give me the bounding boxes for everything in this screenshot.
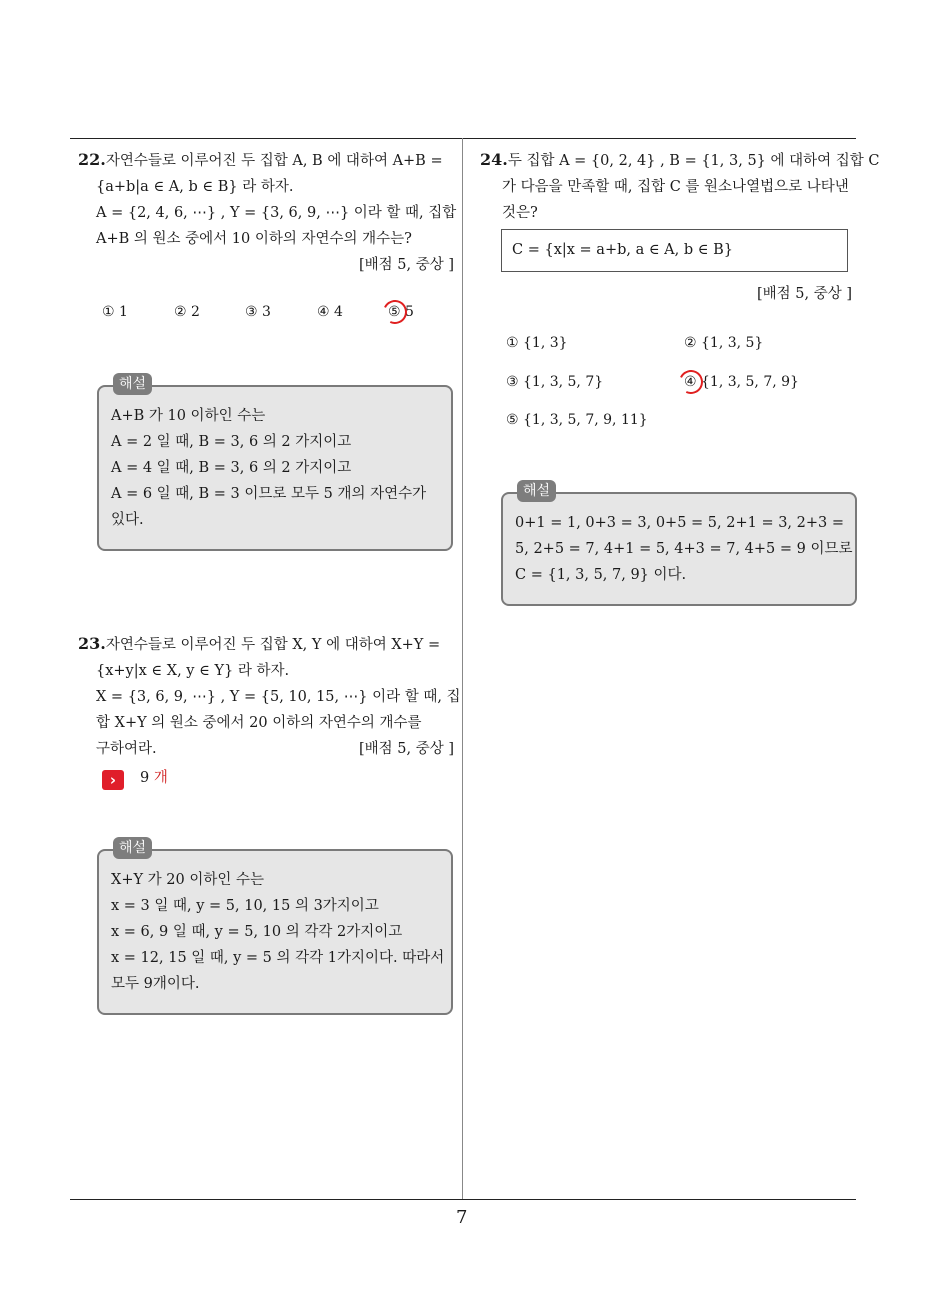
q24-explanation-box [501,492,857,606]
q23-exp-5: 모두 9개이다. [111,976,200,992]
q23-exp-3: x = 6, 9 일 때, y = 5, 10 의 각각 2가지이고 [111,924,403,940]
q24-explanation-tag: 해설 [517,480,556,502]
q22-exp-4: A = 6 일 때, B = 3 이므로 모두 5 개의 자연수가 [111,486,427,502]
q22-line-4: A+B 의 원소 중에서 10 이하의 자연수의 개수는? [96,231,412,247]
q23-exp-1: X+Y 가 20 이하인 수는 [111,872,264,888]
q23-number: 23. [78,634,106,653]
q23-line-4: 합 X+Y 의 원소 중에서 20 이하의 자연수의 개수를 [96,715,422,731]
q24-number: 24. [480,150,508,169]
q24-exp-1: 0+1 = 1, 0+3 = 3, 0+5 = 5, 2+1 = 3, 2+3 = [515,515,845,531]
question-22 [78,147,457,278]
q22-choice-1[interactable]: ① 1 [102,304,128,320]
q24-exp-2: 5, 2+5 = 7, 4+1 = 5, 4+3 = 7, 4+5 = 9 이므로 [515,541,853,557]
q24-line-1: 24.두 집합 A = {0, 2, 4} , B = {1, 3, 5} 에 대하여 집합 C [480,150,880,169]
q24-line-3: 것은? [502,205,538,221]
q23-line-1: 23.자연수들로 이루어진 두 집합 X, Y 에 대하여 X+Y = [78,634,441,653]
q24-condition-box: C = {x|x = a+b, a ∈ A, b ∈ B} [501,229,848,272]
q24-line-2: 가 다음을 만족할 때, 집합 C 를 원소나열법으로 나타낸 [502,179,849,195]
question-23 [78,631,461,762]
q23-answer [140,767,168,789]
q24-choice-3[interactable]: ③ {1, 3, 5, 7} [506,374,604,390]
q23-line-3: X = {3, 6, 9, ⋯} , Y = {5, 10, 15, ⋯} 이라 할 때, 집 [96,689,461,705]
answer-arrow-icon: › [102,770,124,790]
q23-line-2: {x+y|x ∈ X, y ∈ Y} 라 하자. [96,663,290,679]
q23-line-5: 구하여라. [배점 5, 중상 ] [78,736,454,762]
q22-explanation-tag: 해설 [113,373,152,395]
q22-choice-4[interactable]: ④ 4 [317,304,343,320]
q22-explanation-box [97,385,453,551]
answer-mark-circle [676,367,707,398]
q23-answer-unit: 개 [153,770,168,786]
q23-explanation-tag: 해설 [113,837,152,859]
q24-choice-4[interactable]: ④ {1, 3, 5, 7, 9} [684,374,799,390]
question-24 [480,147,880,226]
q22-line-1: 22.자연수들로 이루어진 두 집합 A, B 에 대하여 A+B = [78,150,443,169]
column-divider [462,138,463,1200]
q22-exp-1: A+B 가 10 이하인 수는 [111,408,266,424]
q22-choice-5[interactable]: ⑤ 5 [388,304,414,320]
bottom-rule [70,1199,856,1200]
q23-score: [배점 5, 중상 ] [358,741,454,757]
q22-number: 22. [78,150,106,169]
q22-line-3: A = {2, 4, 6, ⋯} , Y = {3, 6, 9, ⋯} 이라 할 때, 집합 [96,205,457,221]
q24-choice-2[interactable]: ② {1, 3, 5} [684,335,764,351]
top-rule [70,138,856,139]
q24-exp-3: C = {1, 3, 5, 7, 9} 이다. [515,567,687,583]
q23-explanation-box [97,849,453,1015]
q22-exp-2: A = 2 일 때, B = 3, 6 의 2 가지이고 [111,434,352,450]
q22-choice-2[interactable]: ② 2 [174,304,200,320]
q22-exp-5: 있다. [111,512,144,528]
q23-exp-4: x = 12, 15 일 때, y = 5 의 각각 1가지이다. 따라서 [111,950,445,966]
q24-choice-1[interactable]: ① {1, 3} [506,335,568,351]
q22-choice-3[interactable]: ③ 3 [245,304,271,320]
q24-score: [배점 5, 중상 ] [756,286,852,302]
q22-score: [배점 5, 중상 ] [358,257,454,273]
answer-mark-circle [380,297,411,328]
page-number: 7 [456,1207,468,1228]
q23-exp-2: x = 3 일 때, y = 5, 10, 15 의 3가지이고 [111,898,379,914]
q24-choice-5[interactable]: ⑤ {1, 3, 5, 7, 9, 11} [506,412,648,428]
q22-line-2: {a+b|a ∈ A, b ∈ B} 라 하자. [96,179,294,195]
q23-answer-value: 9 [140,770,150,786]
q22-exp-3: A = 4 일 때, B = 3, 6 의 2 가지이고 [111,460,352,476]
